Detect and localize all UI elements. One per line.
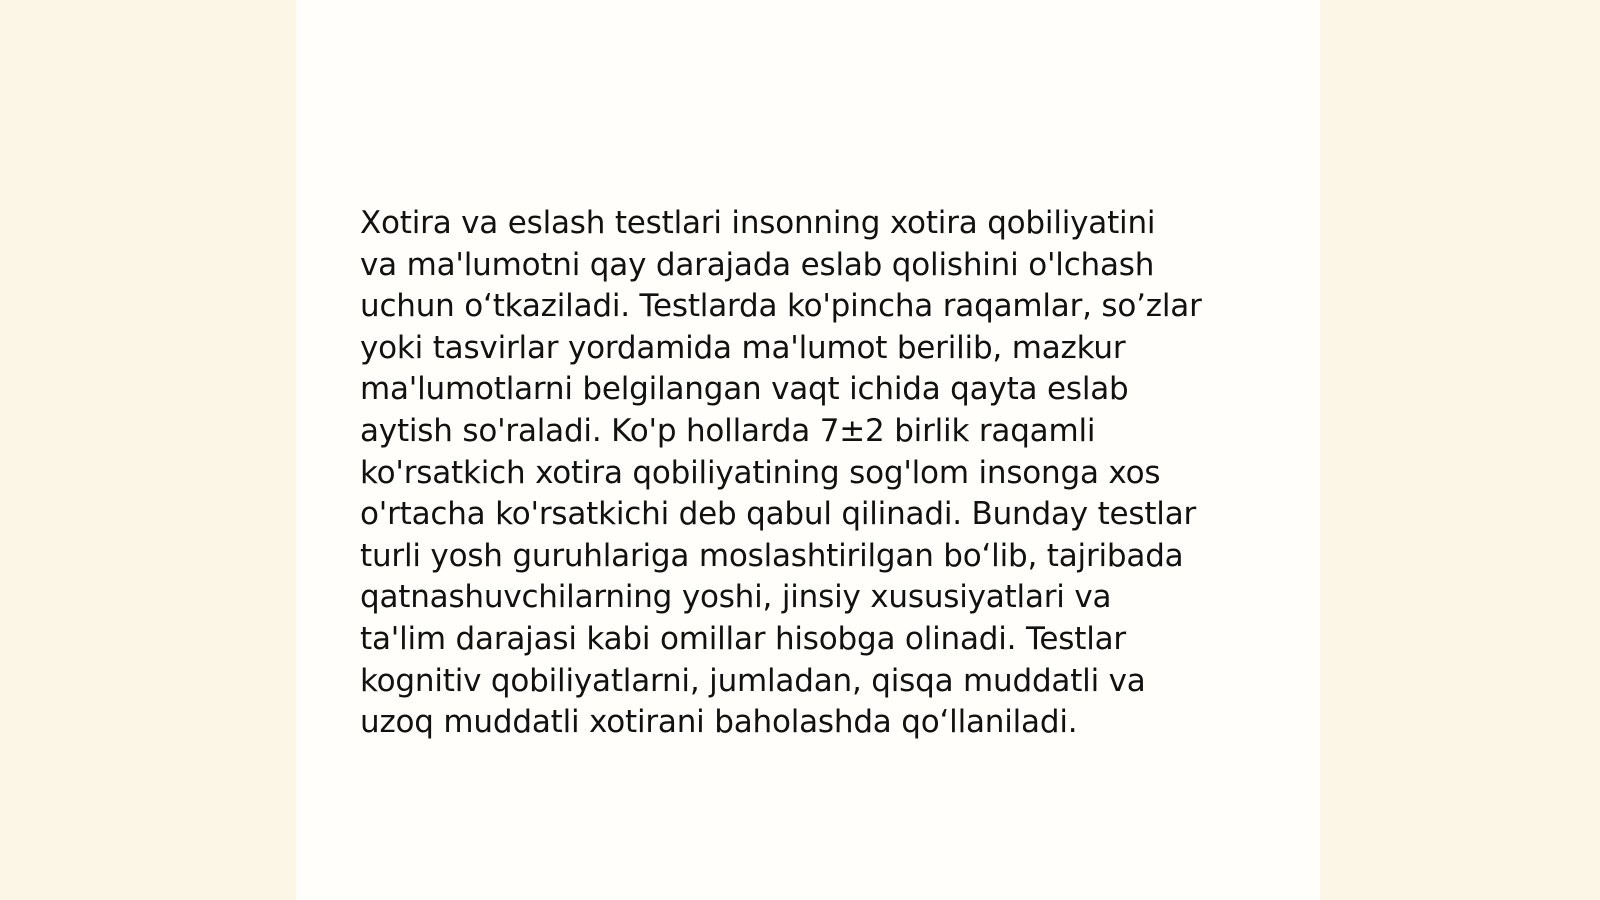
right-margin-background	[1320, 0, 1600, 900]
paragraph-line: turli yosh guruhlariga moslashtirilgan bo‘lib, tajribada	[360, 537, 1184, 574]
body-paragraph	[360, 203, 1260, 744]
paragraph-line: qatnashuvchilarning yoshi, jinsiy xususiyatlari va	[360, 579, 1112, 616]
paragraph-line: ma'lumotlarni belgilangan vaqt ichida qayta eslab	[360, 371, 1129, 408]
paragraph-line: uzoq muddatli xotirani baholashda qo‘llaniladi.	[360, 704, 1078, 741]
paragraph-line: aytish so'raladi. Ko'p hollarda 7±2 birlik raqamli	[360, 412, 1096, 449]
paragraph-line: o'rtacha ko'rsatkichi deb qabul qilinadi. Bunday testlar	[360, 496, 1197, 533]
paragraph-line: uchun o‘tkaziladi. Testlarda ko'pincha raqamlar, so’zlar	[360, 288, 1202, 325]
paragraph-line: va ma'lumotni qay darajada eslab qolishini o'lchash	[360, 246, 1155, 283]
paragraph-line: Xotira va eslash testlari insonning xotira qobiliyatini	[360, 205, 1156, 241]
document-page	[296, 0, 1320, 900]
paragraph-line: ta'lim darajasi kabi omillar hisobga olinadi. Testlar	[360, 620, 1126, 657]
paragraph-line: ko'rsatkich xotira qobiliyatining sog'lom insonga xos	[360, 454, 1161, 491]
paragraph-line: kognitiv qobiliyatlarni, jumladan, qisqa muddatli va	[360, 662, 1146, 699]
left-margin-background	[0, 0, 296, 900]
paragraph-line: yoki tasvirlar yordamida ma'lumot berilib, mazkur	[360, 329, 1126, 366]
